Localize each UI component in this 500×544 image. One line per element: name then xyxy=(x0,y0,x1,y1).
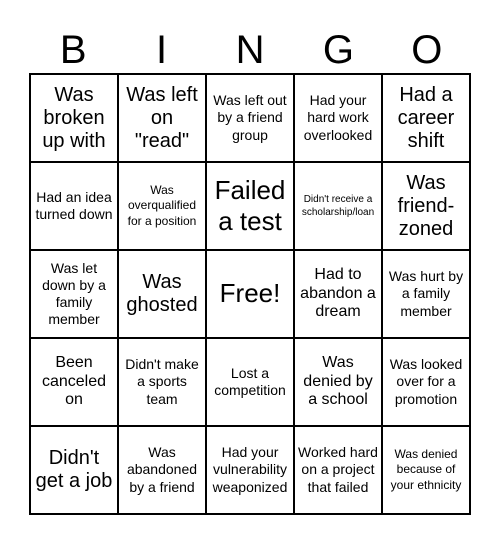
cell-text: Didn't get a job xyxy=(35,447,113,492)
bingo-cell[interactable] xyxy=(294,250,382,338)
header-letter-i: I xyxy=(156,28,168,72)
bingo-cell[interactable] xyxy=(30,250,118,338)
cell-text: Worked hard on a project that failed xyxy=(298,444,378,495)
bingo-cell[interactable] xyxy=(382,250,470,338)
cell-text: Was ghosted xyxy=(126,271,198,316)
header-letter-b: B xyxy=(59,28,87,72)
cell-text: Lost a competition xyxy=(214,364,286,398)
bingo-cell[interactable] xyxy=(382,426,470,514)
bingo-header xyxy=(29,27,471,73)
bingo-cell[interactable] xyxy=(294,338,382,426)
cell-text: Been canceled on xyxy=(41,353,107,409)
header-letter-g: G xyxy=(322,28,354,72)
cell-text: Was denied because of your ethnicity xyxy=(390,446,462,492)
bingo-grid xyxy=(29,73,471,515)
cell-text: Didn't make a sports team xyxy=(125,356,199,407)
cell-text: Had to abandon a dream xyxy=(300,265,376,321)
cell-text: Was left out by a friend group xyxy=(213,92,287,143)
bingo-free-space[interactable] xyxy=(206,250,294,338)
bingo-cell[interactable] xyxy=(382,74,470,162)
cell-text: Failed a test xyxy=(214,174,286,236)
cell-text: Didn't receive a scholarship/loan xyxy=(301,194,375,218)
bingo-cell[interactable] xyxy=(118,338,206,426)
cell-text: Was friend-zoned xyxy=(397,171,455,240)
bingo-cell[interactable] xyxy=(294,162,382,250)
bingo-cell[interactable] xyxy=(382,162,470,250)
bingo-cell[interactable] xyxy=(206,338,294,426)
bingo-cell[interactable] xyxy=(118,426,206,514)
cell-text: Had your vulnerability weaponized xyxy=(212,444,288,495)
cell-text: Had an idea turned down xyxy=(35,188,113,222)
header-letter-n: N xyxy=(235,28,265,72)
bingo-cell[interactable] xyxy=(206,162,294,250)
bingo-cell[interactable] xyxy=(294,426,382,514)
bingo-cell[interactable] xyxy=(30,338,118,426)
cell-text: Free! xyxy=(219,278,281,309)
cell-text: Was broken up with xyxy=(42,83,106,152)
bingo-cell[interactable] xyxy=(206,74,294,162)
bingo-cell[interactable] xyxy=(206,426,294,514)
bingo-cell[interactable] xyxy=(382,338,470,426)
cell-text: Had your hard work overlooked xyxy=(303,92,373,143)
bingo-cell[interactable] xyxy=(118,74,206,162)
cell-text: Was overqualified for a position xyxy=(127,182,197,228)
bingo-cell[interactable] xyxy=(30,162,118,250)
cell-text: Was looked over for a promotion xyxy=(389,356,463,407)
cell-text: Had a career shift xyxy=(397,83,455,152)
cell-text: Was let down by a family member xyxy=(42,259,106,328)
bingo-cell[interactable] xyxy=(294,74,382,162)
cell-text: Was abandoned by a friend xyxy=(126,444,198,495)
bingo-cell[interactable] xyxy=(30,426,118,514)
bingo-cell[interactable] xyxy=(30,74,118,162)
bingo-cell[interactable] xyxy=(118,250,206,338)
bingo-cell[interactable] xyxy=(118,162,206,250)
cell-text: Was hurt by a family member xyxy=(388,268,464,319)
header-letter-o: O xyxy=(411,28,443,72)
cell-text: Was left on "read" xyxy=(126,83,198,152)
cell-text: Was denied by a school xyxy=(303,353,373,409)
